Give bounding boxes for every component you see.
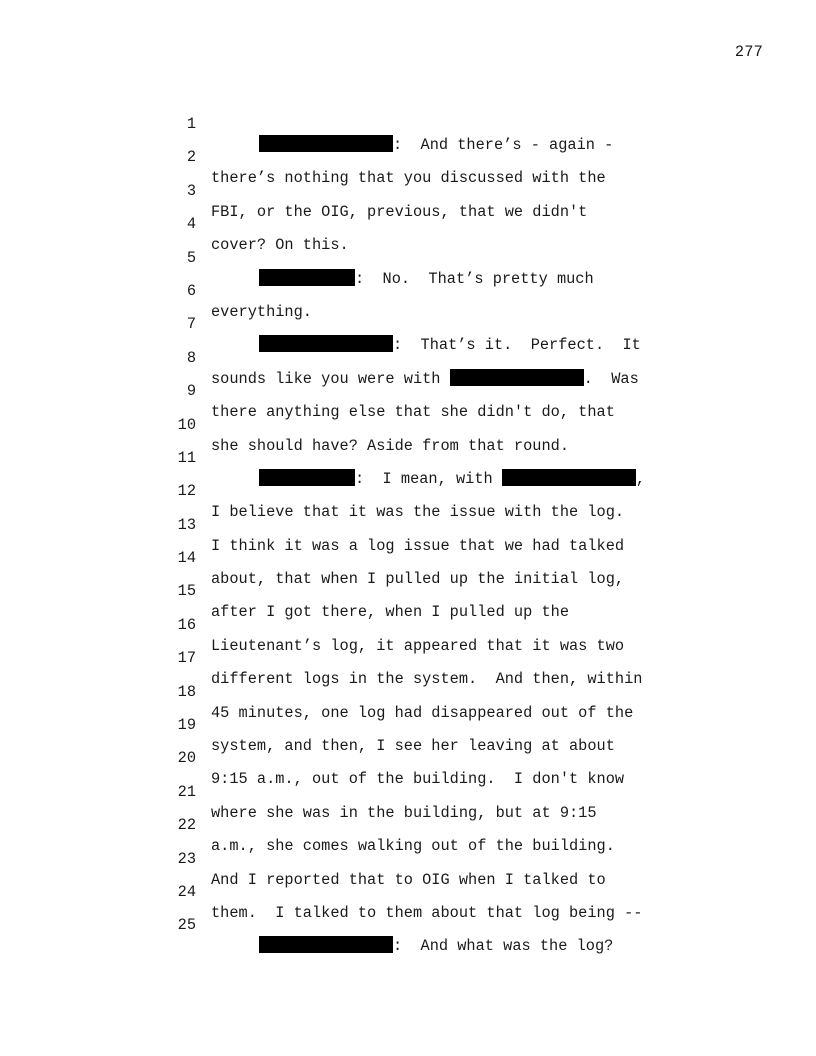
line-number: 24 <box>177 882 196 901</box>
transcript-line <box>0 360 816 422</box>
line-text: system, and then, I see her leaving at about <box>211 737 615 756</box>
line-text: after I got there, when I pulled up the <box>211 603 570 622</box>
line-number: 23 <box>177 849 196 868</box>
line-text: different logs in the system. And then, within <box>211 670 643 689</box>
line-text: And I reported that to OIG when I talked to <box>211 870 606 889</box>
line-text: there’s nothing that you discussed with the <box>211 169 606 188</box>
line-number: 8 <box>186 348 196 367</box>
transcript-line <box>0 761 816 822</box>
line-text: Lieutenant’s log, it appeared that it was two <box>211 636 625 655</box>
line-number: 16 <box>177 615 196 634</box>
line-number: 4 <box>186 215 196 234</box>
line-text: : And what was the log? <box>211 936 613 957</box>
transcript-line <box>0 560 816 622</box>
line-text: I think it was a log issue that we had talked <box>211 536 625 555</box>
line-text: sounds like you were with . Was <box>211 369 639 388</box>
line-number: 19 <box>177 716 196 735</box>
line-number: 5 <box>186 248 196 267</box>
transcript-line <box>0 227 816 288</box>
transcript-line <box>0 494 816 555</box>
transcript-line <box>0 260 816 321</box>
transcript-line <box>0 527 816 589</box>
line-text: 9:15 a.m., out of the building. I don't know <box>211 770 625 789</box>
transcript-line <box>0 828 816 889</box>
line-number: 21 <box>177 782 196 801</box>
transcript-line <box>0 126 816 188</box>
transcript-body <box>0 93 816 956</box>
line-number: 25 <box>177 916 196 935</box>
transcript-line <box>0 460 816 522</box>
line-number: 22 <box>177 816 196 835</box>
page-number: 277 <box>734 43 763 61</box>
line-text: about, that when I pulled up the initial log, <box>211 570 625 589</box>
transcript-line <box>0 894 816 956</box>
transcript-line <box>0 594 816 655</box>
line-number: 2 <box>186 148 196 167</box>
line-number: 17 <box>177 649 196 668</box>
line-text: everything. <box>211 302 312 321</box>
line-number: 1 <box>186 115 196 133</box>
line-number: 6 <box>186 281 196 300</box>
line-number: 7 <box>186 315 196 334</box>
line-text: FBI, or the OIG, previous, that we didn't <box>211 202 588 221</box>
transcript-line <box>0 93 816 154</box>
line-text: where she was in the building, but at 9:15 <box>211 803 597 822</box>
line-text: : That’s it. Perfect. It <box>211 335 641 356</box>
line-text: cover? On this. <box>211 236 349 255</box>
line-text: : No. That’s pretty much <box>211 269 594 290</box>
transcript-line <box>0 861 816 922</box>
transcript-line <box>0 427 816 488</box>
line-number: 11 <box>177 448 196 467</box>
transcript-line <box>0 327 816 388</box>
transcript-line <box>0 794 816 856</box>
transcript-line <box>0 160 816 221</box>
transcript-line <box>0 661 816 722</box>
transcript-line <box>0 293 816 355</box>
line-number: 3 <box>186 181 196 200</box>
line-number: 14 <box>177 549 196 568</box>
line-text: there anything else that she didn't do, that <box>211 403 615 422</box>
transcript-line <box>0 694 816 756</box>
line-text: a.m., she comes walking out of the building. <box>211 837 615 856</box>
redaction-bar <box>259 936 393 953</box>
transcript-line <box>0 727 816 789</box>
line-text: them. I talked to them about that log being -- <box>211 903 643 922</box>
transcript-line <box>0 627 816 689</box>
line-text: : I mean, with , <box>211 469 645 490</box>
line-number: 12 <box>177 482 196 501</box>
line-number: 15 <box>177 582 196 601</box>
line-number: 9 <box>186 382 196 401</box>
line-text: : And there’s - again - <box>211 135 613 156</box>
line-number: 20 <box>177 749 196 768</box>
line-text: I believe that it was the issue with the log. <box>211 503 625 522</box>
line-text: she should have? Aside from that round. <box>211 436 570 455</box>
line-number: 13 <box>177 515 196 534</box>
line-number: 18 <box>177 682 196 701</box>
transcript-line <box>0 394 816 455</box>
line-number: 10 <box>177 415 196 434</box>
transcript-line <box>0 193 816 255</box>
line-text: 45 minutes, one log had disappeared out of the <box>211 703 634 722</box>
